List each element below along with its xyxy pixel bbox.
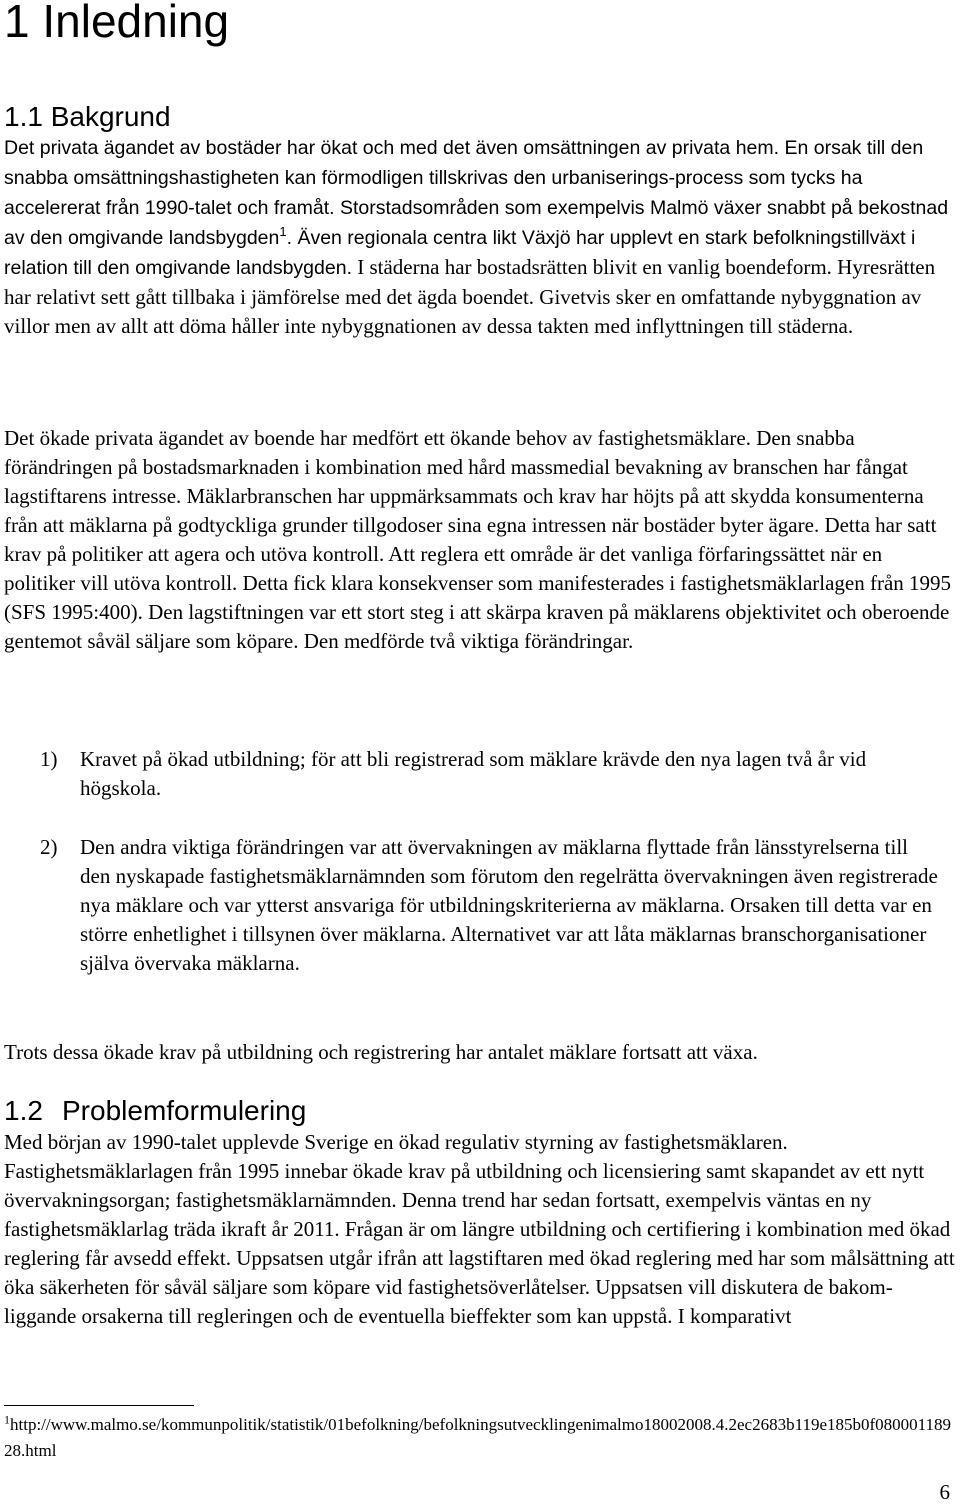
- paragraph-bakgrund-3: Trots dessa ökade krav på utbildning och registrering har antalet mäklare fortsatt att växa.: [4, 1040, 758, 1064]
- list-item-text: Den andra viktiga förändringen var att övervakningen av mäklarna flyttade från länsstyrelserna till den nyskapade fastighetsmäklarnämnden som förutom den regelrätta övervakningen även registrerade nya mäklare och var ytterst ansvariga för utbildningskriterierna av mäklarna. Orsaken till detta var en större enhetlighet i tillsynen över mäklarna. Alternativet var att låta mäklarnas branschorganisationer själva övervaka mäklarna.: [80, 835, 938, 975]
- paragraph-bakgrund-1: [4, 133, 956, 341]
- paragraph-sans-run: Det privata ägandet av bostäder har ökat och med det även omsättningen av privata hem. En orsak till den snabba omsättningshastigheten kan förmodligen tillskrivas den urbaniserings-process som tycks ha accelererat från 1990-talet och framåt. Storstadsområden som exempelvis Malmö växer snabbt på bekostnad av den omgivande landsbygden: [4, 137, 949, 249]
- footnote-separator: [4, 1405, 194, 1406]
- chapter-heading: 1 Inledning: [4, 0, 230, 47]
- footnote-marker: 1: [4, 1412, 10, 1427]
- page-number: 6: [939, 1480, 950, 1504]
- footnote-link[interactable]: http://www.malmo.se/kommunpolitik/statistik/01befolkning/befolkningsutvecklingenimalmo18002008.4.2ec2683b119e185b0f08000118928.html: [4, 1415, 952, 1460]
- list-item-text: Kravet på ökad utbildning; för att bli registrerad som mäklare krävde den nya lagen två år vid högskola.: [80, 747, 867, 800]
- paragraph-serif-run: I städerna har bostadsrätten blivit en vanlig boendeform. Hyresrätten har relativt sett gått tillbaka i jämförelse med det ägda boendet. Givetvis sker en omfattande nybyggnation av villor men av allt att döma håller inte nybyggnationen av dessa takten med inflyttningen till städerna.: [4, 255, 936, 338]
- section-title: Problemformulering: [62, 1095, 307, 1126]
- section-heading-bakgrund: 1.1 Bakgrund: [4, 101, 171, 132]
- paragraph-sans-run-cont: . Även regionala centra likt Växjö har upplevt en stark befolkningstillväxt i relation till den omgivande landsbygden.: [4, 227, 916, 279]
- paragraph-bakgrund-2: Det ökade privata ägandet av boende har medfört ett ökande behov av fastighetsmäklare. Den snabba förändringen på bostadsmarknaden i kombination med hård massmedial bevakning av branschen har fångat lagstiftarens intresse. Mäklarbranschen har uppmärksammats och krav har höjts på att skydda konsumenterna från att mäklarna på godtyckliga grunder tillgodoser sina egna intressen när bostäder byter ägare. Detta har satt krav på politiker att agera och utöva kontroll. Att reglera ett område är det vanliga förfaringssättet när en politiker vill utöva kontroll. Detta fick klara konsekvenser som manifesterades i fastighetsmäklarlagen från 1995 (SFS 1995:400). Den lagstiftningen var ett stort steg i att skärpa kraven på mäklarens objektivitet och oberoende gentemot såväl säljare som köpare. Den medförde två viktiga förändringar.: [4, 426, 952, 653]
- footnote-reference[interactable]: 1: [279, 224, 287, 239]
- section-number: 1.2: [4, 1095, 43, 1126]
- section-heading-problemformulering: [4, 1094, 306, 1128]
- list-marker: 1): [40, 747, 58, 771]
- list-marker: 2): [40, 835, 58, 859]
- footnote: [4, 1412, 956, 1464]
- paragraph-problemformulering: Med början av 1990-talet upplevde Sverige en ökad regulativ styrning av fastighetsmäklaren. Fastighetsmäklarlagen från 1995 innebar ökade krav på utbildning och licensiering samt skapandet av ett nytt övervakningsorgan; fastighetsmäklarnämnden. Denna trend har sedan fortsatt, exempelvis väntas en ny fastighetsmäklarlag träda ikraft år 2011. Frågan är om längre utbildning och certifiering i kombination med ökad reglering får avsedd effekt. Uppsatsen utgår ifrån att lagstiftaren med ökad reglering med har som målsättning att öka säkerheten för såväl säljare som köpare vid fastighetsöverlåtelser. Uppsatsen vill diskutera de bakom-liggande orsakerna till regleringen och de eventuella bieffekter som kan uppstå. I komparativt: [4, 1130, 955, 1328]
